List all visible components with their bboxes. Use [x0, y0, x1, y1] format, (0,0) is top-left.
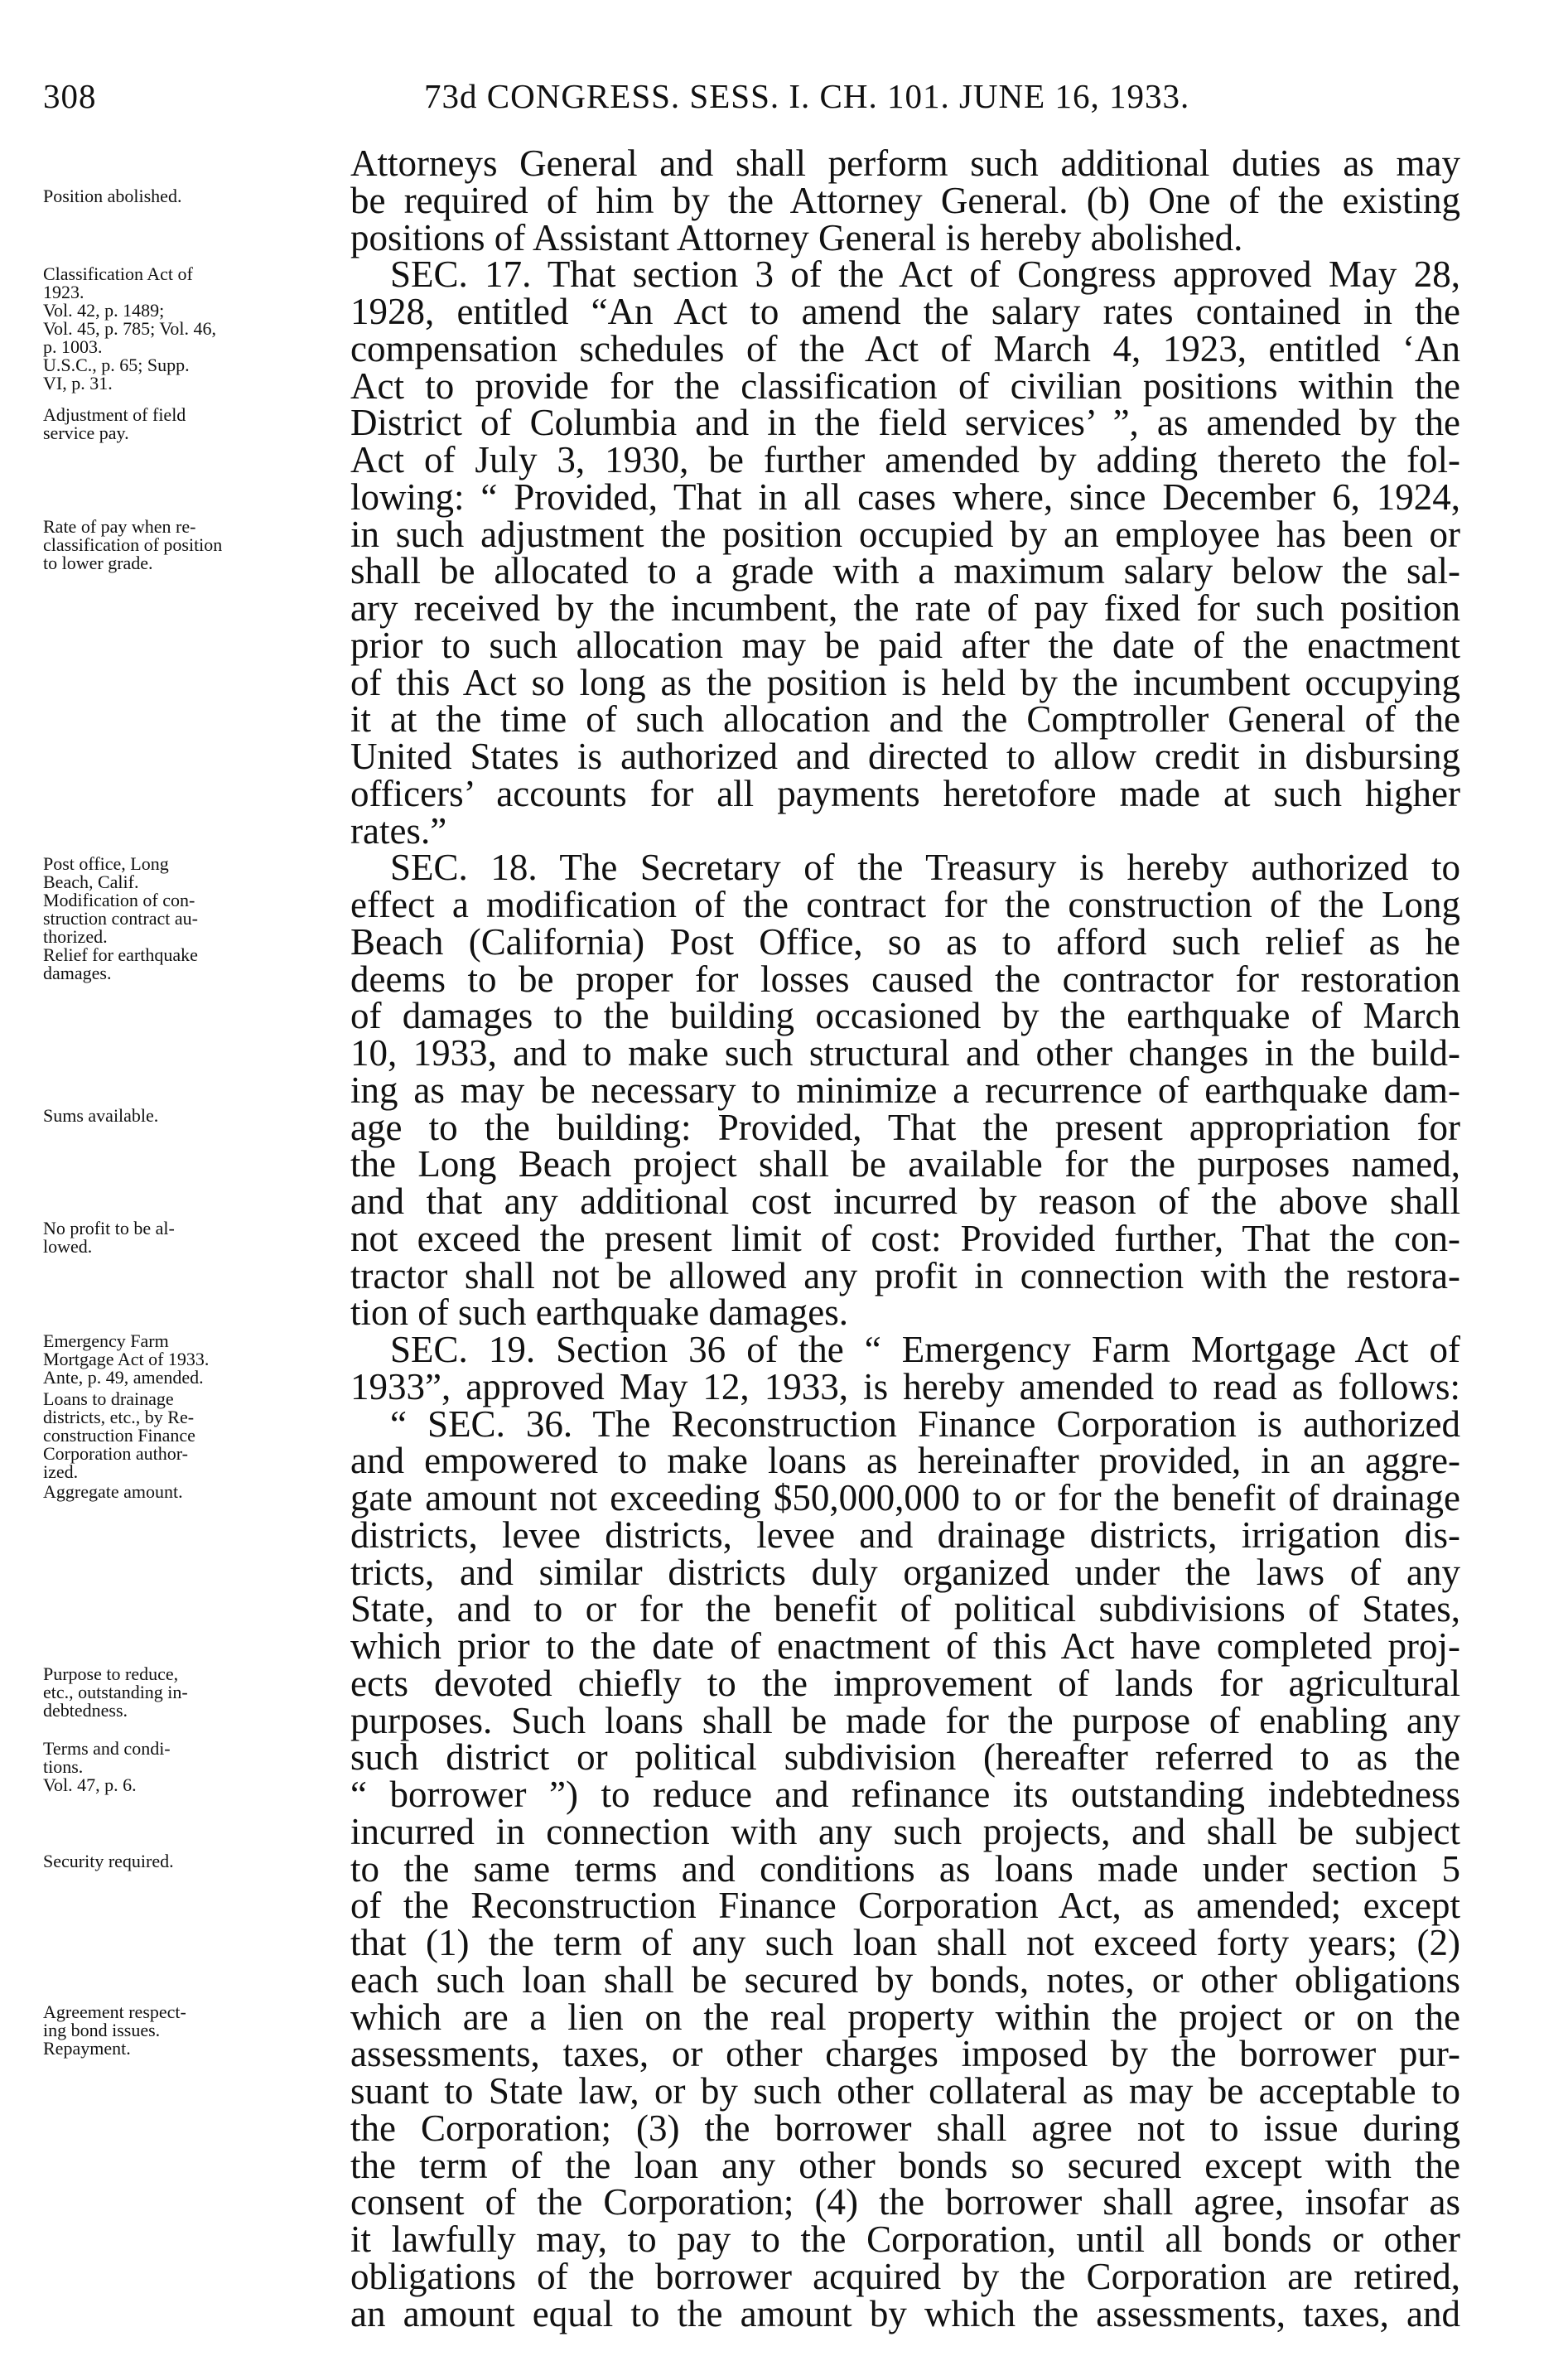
- body-line: ing as may be necessary to minimize a recurrence of earthquake dam-: [350, 1069, 1460, 1111]
- body-line: an amount equal to the amount by which the assessments, taxes, and: [350, 2292, 1460, 2334]
- body-line: not exceed the present limit of cost: Provided further, That the con-: [350, 1217, 1460, 1259]
- body-line: tion of such earthquake damages.: [350, 1291, 849, 1334]
- body-line: it at the time of such allocation and the Comptroller General of the: [350, 698, 1460, 741]
- body-line: United States is authorized and directed to allow credit in disbursing: [350, 736, 1460, 777]
- margin-note-rate-of-pay: Rate of pay when re- classification of position to lower grade.: [43, 516, 223, 573]
- margin-note-loans-drainage: Loans to drainage districts, etc., by Re- construction Finance Corporation author- ized.: [43, 1388, 195, 1482]
- body-line: Act to provide for the classification of civilian positions within the: [350, 365, 1460, 407]
- body-line: tractor shall not be allowed any profit in connection with the restora-: [350, 1254, 1460, 1296]
- body-line: the Long Beach project shall be available for the purposes named,: [350, 1143, 1460, 1185]
- margin-note-classification-act: Classification Act of 1923. Vol. 42, p. 1489; Vol. 45, p. 785; Vol. 46, p. 1003. U.S.C., p. 65; Supp. VI, p. 31.: [43, 263, 217, 393]
- margin-note-aggregate-amount: Aggregate amount.: [43, 1481, 183, 1502]
- body-line: consent of the Corporation; (4) the borrower shall agree, insofar as: [350, 2181, 1460, 2223]
- body-line: deems to be proper for losses caused the contractor for restoration: [350, 958, 1460, 1000]
- body-line: which are a lien on the real property within the project or on the: [350, 1996, 1460, 2038]
- body-line: positions of Assistant Attorney General is hereby abolished.: [350, 216, 1243, 258]
- body-line: that (1) the term of any such loan shall not exceed forty years; (2): [350, 1922, 1460, 1963]
- body-line: 10, 1933, and to make such structural and other changes in the build-: [350, 1032, 1460, 1074]
- body-line: lowing: “ Provided, That in all cases where, since December 6, 1924,: [350, 476, 1460, 518]
- body-line: tricts, and similar districts duly organized under the laws of any: [350, 1551, 1460, 1593]
- body-line: suant to State law, or by such other collateral as may be acceptable to: [350, 2070, 1460, 2112]
- statute-body: [350, 142, 1460, 2334]
- page-number: 308: [43, 77, 97, 115]
- body-line: District of Columbia and in the field services’ ”, as amended by the: [350, 402, 1460, 444]
- body-line: it lawfully may, to pay to the Corporation, until all bonds or other: [350, 2218, 1460, 2260]
- margin-note-repayment: Repayment.: [43, 2038, 131, 2059]
- body-line: 1928, entitled “An Act to amend the salary rates contained in the: [350, 291, 1460, 332]
- body-line: officers’ accounts for all payments heretofore made at such higher: [350, 772, 1460, 814]
- margin-note-relief-earthquake: Relief for earthquake damages.: [43, 944, 198, 983]
- body-line: the term of the loan any other bonds so secured except with the: [350, 2144, 1460, 2186]
- margin-note-position-abolished: Position abolished.: [43, 186, 182, 206]
- body-line: of the Reconstruction Finance Corporation Act, as amended; except: [350, 1885, 1460, 1927]
- body-line: to the same terms and conditions as loans made under section 5: [350, 1847, 1460, 1890]
- margin-note-terms-conditions: Terms and condi- tions. Vol. 47, p. 6.: [43, 1738, 171, 1795]
- body-line: 1933”, approved May 12, 1933, is hereby amended to read as follows:: [350, 1365, 1460, 1407]
- margin-note-no-profit: No profit to be al- lowed.: [43, 1218, 175, 1257]
- section-19-heading-line: SEC. 19. Section 36 of the “ Emergency Farm Mortgage Act of: [390, 1329, 1460, 1370]
- page-header: [43, 76, 1451, 126]
- body-line: and that any additional cost incurred by reason of the above shall: [350, 1180, 1460, 1222]
- body-line: rates.”: [350, 809, 447, 852]
- body-line: prior to such allocation may be paid after the date of the enactment: [350, 624, 1460, 666]
- body-line: gate amount not exceeding $50,000,000 to or for the benefit of drainage: [350, 1477, 1460, 1518]
- section-18-heading-line: SEC. 18. The Secretary of the Treasury is hereby authorized to: [390, 847, 1460, 889]
- section-36-heading-line: “ SEC. 36. The Reconstruction Finance Corporation is authorized: [390, 1402, 1460, 1445]
- body-line: and empowered to make loans as hereinafter provided, in an aggre-: [350, 1440, 1460, 1482]
- body-line: Attorneys General and shall perform such additional duties as may: [350, 142, 1460, 184]
- body-line: age to the building: Provided, That the present appropriation for: [350, 1106, 1460, 1148]
- body-line: purposes. Such loans shall be made for the purpose of enabling any: [350, 1699, 1460, 1741]
- margin-note-purpose-reduce: Purpose to reduce, etc., outstanding in- debtedness.: [43, 1663, 188, 1721]
- body-line: ary received by the incumbent, the rate of pay fixed for such position: [350, 587, 1460, 629]
- body-line: “ borrower ”) to reduce and refinance its outstanding indebtedness: [350, 1774, 1460, 1815]
- body-line: districts, levee districts, levee and drainage districts, irrigation dis-: [350, 1514, 1460, 1556]
- body-line: shall be allocated to a grade with a maximum salary below the sal-: [350, 550, 1460, 592]
- body-line: such district or political subdivision (hereafter referred to as the: [350, 1736, 1460, 1779]
- body-line: compensation schedules of the Act of March 4, 1923, entitled ‘An: [350, 327, 1460, 369]
- margin-note-security-required: Security required.: [43, 1851, 174, 1871]
- body-line: incurred in connection with any such projects, and shall be subject: [350, 1810, 1460, 1852]
- body-line: the Corporation; (3) the borrower shall agree not to issue during: [350, 2107, 1460, 2149]
- margin-note-adjustment-field-pay: Adjustment of field service pay.: [43, 404, 186, 443]
- margin-note-post-office-long-beach: Post office, Long Beach, Calif. Modification of con- struction contract au- thorized.: [43, 853, 198, 947]
- margin-note-agreement-bond-issues: Agreement respect- ing bond issues.: [43, 2001, 186, 2040]
- body-line: each such loan shall be secured by bonds, notes, or other obligations: [350, 1958, 1460, 2001]
- margin-note-sums-available: Sums available.: [43, 1105, 159, 1126]
- body-line: State, and to or for the benefit of political subdivisions of States,: [350, 1588, 1460, 1630]
- body-line: be required of him by the Attorney General. (b) One of the existing: [350, 179, 1460, 221]
- body-line: assessments, taxes, or other charges imposed by the borrower pur-: [350, 2033, 1460, 2075]
- body-line: which prior to the date of enactment of this Act have completed proj-: [350, 1625, 1460, 1667]
- body-line: of this Act so long as the position is held by the incumbent occupying: [350, 661, 1460, 703]
- margin-note-emergency-farm-mortgage: Emergency Farm Mortgage Act of 1933. Ante, p. 49, amended.: [43, 1330, 210, 1388]
- body-line: in such adjustment the position occupied by an employee has been or: [350, 513, 1460, 555]
- body-line: obligations of the borrower acquired by the Corporation are retired,: [350, 2255, 1460, 2297]
- body-line: effect a modification of the contract for the construction of the Long: [350, 884, 1460, 925]
- body-line: Act of July 3, 1930, be further amended by adding thereto the fol-: [350, 439, 1460, 480]
- body-line: Beach (California) Post Office, so as to afford such relief as he: [350, 920, 1460, 963]
- body-line: of damages to the building occasioned by the earthquake of March: [350, 995, 1460, 1037]
- running-head: 73d CONGRESS. SESS. I. CH. 101. JUNE 16, 1933.: [424, 77, 1190, 115]
- body-line: ects devoted chiefly to the improvement of lands for agricultural: [350, 1662, 1460, 1704]
- section-17-heading-line: SEC. 17. That section 3 of the Act of Congress approved May 28,: [390, 253, 1460, 296]
